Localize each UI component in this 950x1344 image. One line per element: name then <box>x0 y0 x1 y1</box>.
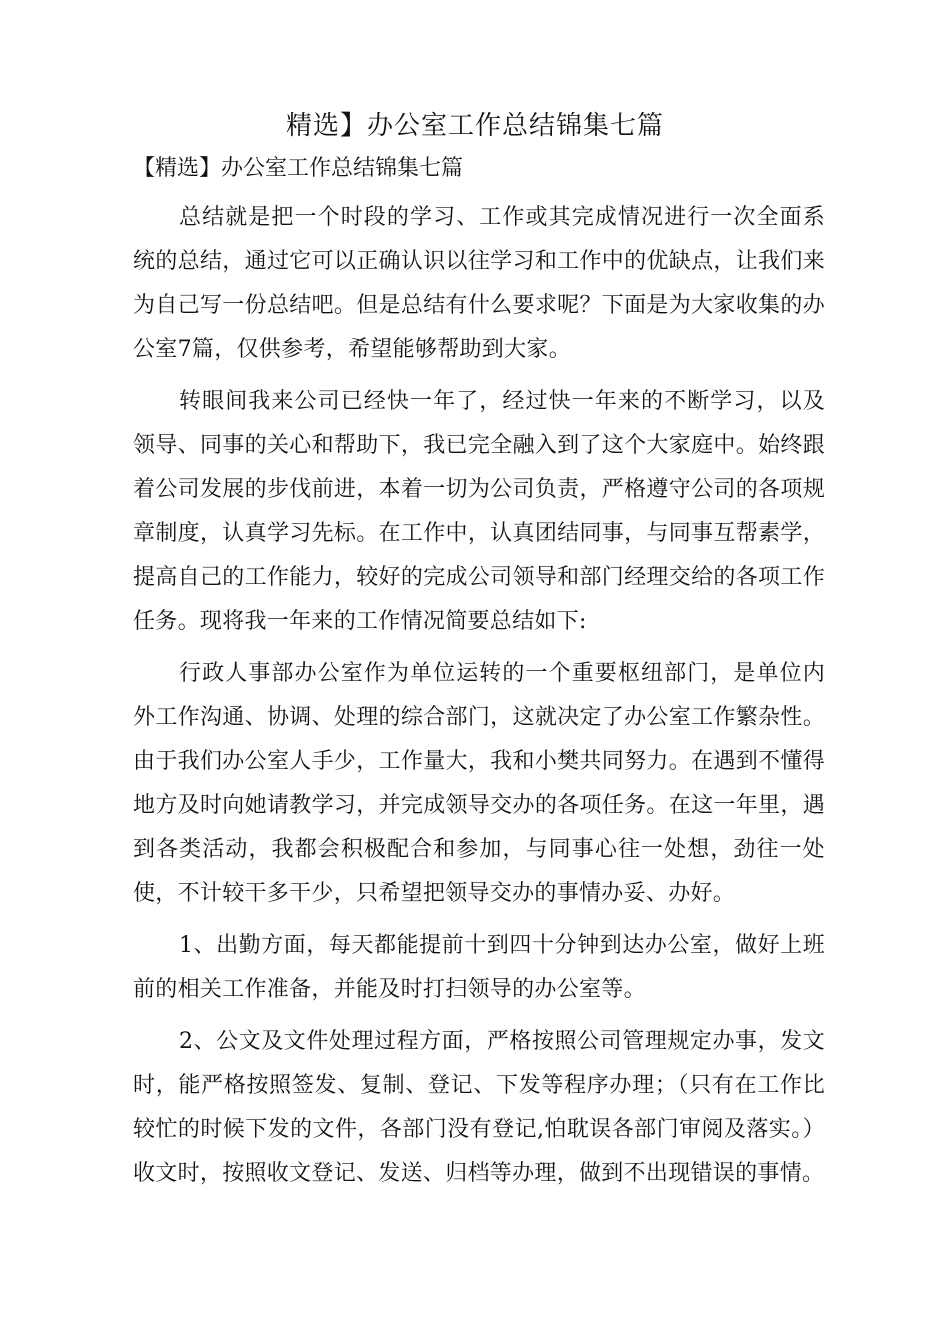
document-body <box>133 196 825 1204</box>
paragraph: 2、公文及文件处理过程方面，严格按照公司管理规定办事，发文时，能严格按照签发、复制、登记、下发等程序办理；（只有在工作比较忙的时候下发的文件，各部门没有登记,怕耽误各部门审阅及落实。）收文时，按照收文登记、发送、归档等办理，做到不出现错误的事情。 <box>133 1029 825 1186</box>
document-title: 精选】办公室工作总结锦集七篇 <box>285 111 664 141</box>
paragraph: 总结就是把一个时段的学习、工作或其完成情况进行一次全面系统的总结，通过它可以正确认识以往学习和工作中的优缺点，让我们来为自己写一份总结吧。但是总结有什么要求呢？下面是为大家收集的办公室7篇，仅供参考，希望能够帮助到大家。 <box>133 205 825 362</box>
paragraph: 1、出勤方面，每天都能提前十到四十分钟到达办公室，做好上班前的相关工作准备，并能及时打扫领导的办公室等。 <box>133 933 825 1002</box>
paragraph: 转眼间我来公司已经快一年了，经过快一年来的不断学习，以及领导、同事的关心和帮助下，我已完全融入到了这个大家庭中。始终跟着公司发展的步伐前进，本着一切为公司负责，严格遵守公司的各项规章制度，认真学习先标。在工作中，认真团结同事，与同事互帮素学，提高自己的工作能力，较好的完成公司领导和部门经理交给的各项工作任务。现将我一年来的工作情况简要总结如下: <box>133 389 825 634</box>
paragraph: 行政人事部办公室作为单位运转的一个重要枢纽部门，是单位内外工作沟通、协调、处理的综合部门，这就决定了办公室工作繁杂性。由于我们办公室人手少，工作量大，我和小樊共同努力。在遇到不懂得地方及时向她请教学习，并完成领导交办的各项任务。在这一年里，遇到各类活动，我都会积极配合和参加，与同事心往一处想，劲往一处使，不计较干多干少，只希望把领导交办的事情办妥、办好。 <box>133 661 825 906</box>
document-subtitle: 【精选】办公室工作总结锦集七篇 <box>133 156 464 181</box>
